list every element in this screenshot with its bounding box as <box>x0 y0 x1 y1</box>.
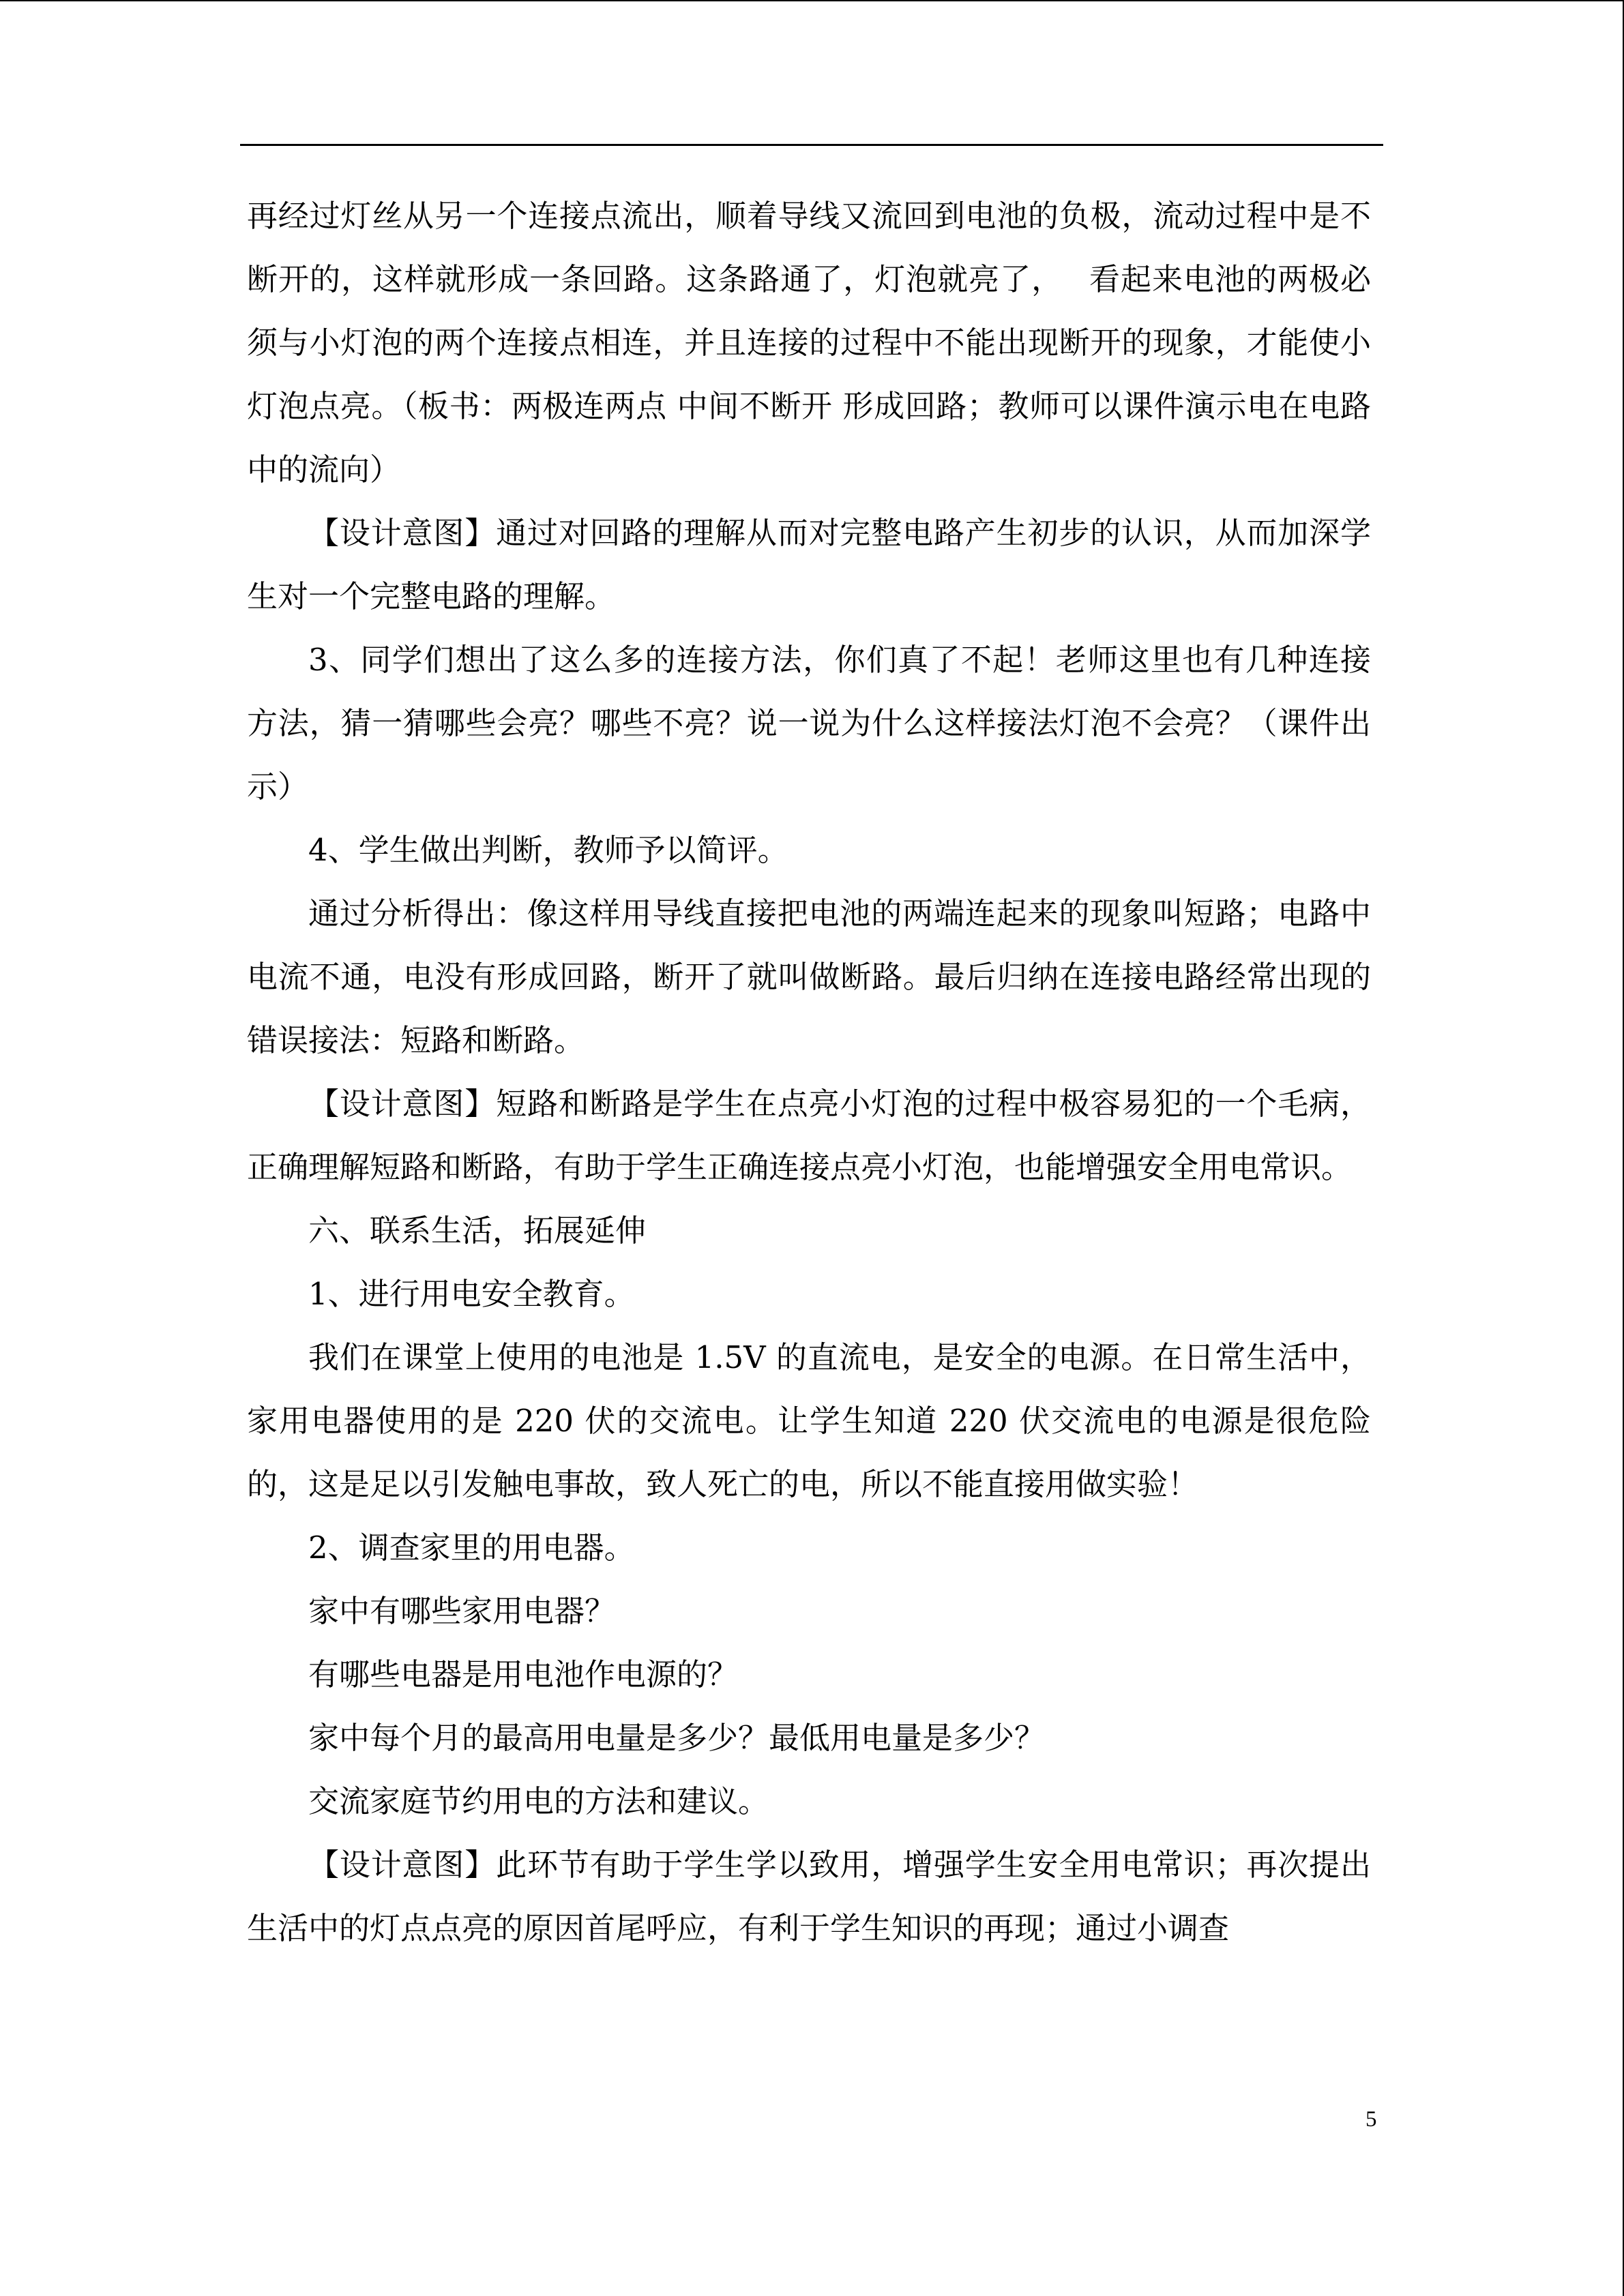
paragraph-4 <box>247 818 1371 882</box>
paragraph-6 <box>247 1072 1371 1199</box>
paragraph-1-text: 再经过灯丝从另一个连接点流出，顺着导线又流回到电池的负极，流动过程中是不断开的，这样就形成一条回路。这条路通了，灯泡就亮了， 看起来电池的两极必须与小灯泡的两个连接点相连，并且连接的过程中不能出现断开的现象，才能使小灯泡点亮。（板书：两极连两点 中间不断开 形成回路；教师可以课件演示电在电路中的流向） <box>247 198 1371 488</box>
paragraph-4-text: 4、学生做出判断，教师予以简评。 <box>308 832 788 868</box>
design-intent-label: 【设计意图】 <box>308 1086 497 1122</box>
paragraph-13-text: 家中每个月的最高用电量是多少？最低用电量是多少？ <box>308 1720 1046 1756</box>
paragraph-10 <box>247 1516 1371 1579</box>
header-rule <box>240 144 1383 146</box>
paragraph-6-text: 短路和断路是学生在点亮小灯泡的过程中极容易犯的一个毛病，正确理解短路和断路，有助于学生正确连接点亮小灯泡，也能增强安全用电常识。 <box>247 1086 1371 1185</box>
paragraph-10-text: 2、调查家里的用电器。 <box>308 1530 635 1566</box>
design-intent-label: 【设计意图】 <box>308 1847 497 1883</box>
paragraph-11-text: 家中有哪些家用电器？ <box>308 1593 616 1629</box>
paragraph-12-text: 有哪些电器是用电池作电源的？ <box>308 1656 739 1693</box>
page-border-top <box>0 0 1624 1</box>
design-intent-label: 【设计意图】 <box>308 515 497 551</box>
section-heading-text: 六、联系生活，拓展延伸 <box>308 1212 647 1249</box>
paragraph-1 <box>247 184 1371 501</box>
document-body <box>247 184 1371 1960</box>
paragraph-5-text: 通过分析得出：像这样用导线直接把电池的两端连起来的现象叫短路；电路中电流不通，电没有形成回路，断开了就叫做断路。最后归纳在连接电路经常出现的错误接法：短路和断路。 <box>247 895 1371 1058</box>
paragraph-9 <box>247 1326 1371 1516</box>
paragraph-8-text: 1、进行用电安全教育。 <box>308 1276 635 1312</box>
paragraph-2-text: 通过对回路的理解从而对完整电路产生初步的认识，从而加深学生对一个完整电路的理解。 <box>247 515 1371 614</box>
paragraph-9-text: 我们在课堂上使用的电池是 1.5V 的直流电，是安全的电源。在日常生活中，家用电器使用的是 220 伏的交流电。让学生知道 220 伏交流电的电源是很危险的，这是足以引发触电事故，致人死亡的电，所以不能直接用做实验！ <box>247 1339 1371 1502</box>
paragraph-11 <box>247 1579 1371 1643</box>
paragraph-14-text: 交流家庭节约用电的方法和建议。 <box>308 1783 769 1819</box>
page-number: 5 <box>1365 2107 1377 2132</box>
paragraph-14 <box>247 1770 1371 1833</box>
paragraph-8 <box>247 1262 1371 1326</box>
paragraph-12 <box>247 1643 1371 1706</box>
paragraph-3 <box>247 628 1371 818</box>
paragraph-3-text: 3、同学们想出了这么多的连接方法，你们真了不起！老师这里也有几种连接方法，猜一猜哪些会亮？哪些不亮？说一说为什么这样接法灯泡不会亮？（课件出示） <box>247 642 1371 805</box>
paragraph-2 <box>247 501 1371 628</box>
paragraph-15 <box>247 1833 1371 1960</box>
paragraph-5 <box>247 882 1371 1072</box>
paragraph-15-text: 此环节有助于学生学以致用，增强学生安全用电常识；再次提出生活中的灯点点亮的原因首尾呼应，有利于学生知识的再现；通过小调查 <box>247 1847 1371 1946</box>
section-heading <box>247 1199 1371 1262</box>
paragraph-13 <box>247 1706 1371 1770</box>
